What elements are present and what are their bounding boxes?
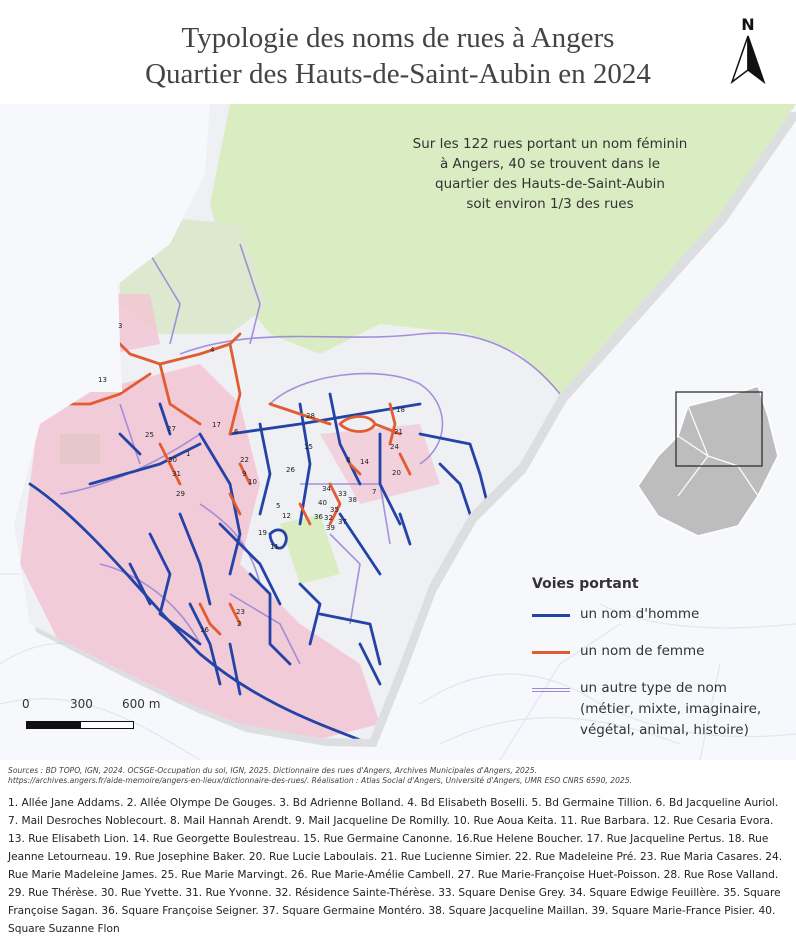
map-label-19: 19 bbox=[258, 529, 267, 537]
legend-swatch-men bbox=[532, 614, 570, 617]
callout-line4: soit environ 1/3 des rues bbox=[466, 196, 634, 212]
map-label-4: 4 bbox=[210, 346, 215, 354]
scale-bar-black bbox=[26, 721, 80, 729]
callout-line3: quartier des Hauts-de-Saint-Aubin bbox=[435, 176, 665, 192]
map-label-23: 23 bbox=[236, 608, 245, 616]
map-title-line1: Typologie des noms de rues à Angers bbox=[181, 22, 615, 54]
map-label-5: 5 bbox=[276, 502, 281, 510]
map-label-10: 10 bbox=[248, 478, 257, 486]
north-label: N bbox=[741, 15, 755, 34]
map-label-39: 39 bbox=[326, 524, 335, 532]
sources-line1: Sources : BD TOPO, IGN, 2024. OCSGE-Occupation du sol, IGN, 2025. Dictionnaire des rues d'Angers, Archives Municipales d'Angers, 2025. bbox=[8, 766, 537, 775]
legend-label-other-line3: végétal, animal, histoire) bbox=[580, 722, 749, 738]
map-label-8: 8 bbox=[346, 456, 351, 464]
sources-line2: https://archives.angers.fr/aide-memoire/angers-en-lieux/dictionnaire-des-rues/. Réalisation : Atlas Social d'Angers, Université d'Angers, UMR ESO CNRS 6590, 2025. bbox=[8, 776, 632, 785]
map-label-36: 36 bbox=[314, 513, 323, 521]
map-callout bbox=[400, 134, 700, 214]
map-label-14: 14 bbox=[360, 458, 369, 466]
scale-tick-600: 600 m bbox=[122, 697, 161, 711]
map-label-33: 33 bbox=[338, 490, 347, 498]
legend-item-other bbox=[532, 678, 792, 741]
map-label-18: 18 bbox=[396, 406, 405, 414]
map-label-37: 37 bbox=[338, 518, 347, 526]
map-label-25: 25 bbox=[145, 431, 154, 439]
map-label-40: 40 bbox=[318, 499, 327, 507]
map-label-31: 31 bbox=[172, 470, 181, 478]
legend-swatch-other bbox=[532, 688, 570, 692]
map-label-9: 9 bbox=[242, 470, 247, 478]
map-label-32: 32 bbox=[324, 514, 333, 522]
legend-swatch-women bbox=[532, 651, 570, 654]
map-label-7: 7 bbox=[372, 488, 377, 496]
sources-note bbox=[8, 766, 788, 786]
map-label-29: 29 bbox=[176, 490, 185, 498]
map-label-13: 13 bbox=[98, 376, 107, 384]
callout-line1: Sur les 122 rues portant un nom féminin bbox=[412, 136, 688, 152]
map-label-20: 20 bbox=[392, 469, 401, 477]
scale-bar-white bbox=[80, 721, 134, 729]
legend-item-men bbox=[532, 604, 792, 625]
map-label-3: 3 bbox=[118, 322, 123, 330]
legend-label-women: un nom de femme bbox=[580, 643, 705, 659]
map-label-2: 2 bbox=[237, 620, 242, 628]
map-label-21: 21 bbox=[394, 428, 403, 436]
map-label-38: 38 bbox=[348, 496, 357, 504]
map-label-16: 16 bbox=[200, 626, 209, 634]
legend-label-other-line2: (métier, mixte, imaginaire, bbox=[580, 701, 762, 717]
map-title bbox=[0, 20, 796, 92]
map-label-22: 22 bbox=[240, 456, 249, 464]
map-label-35: 35 bbox=[330, 506, 339, 514]
legend-title: Voies portant bbox=[532, 576, 639, 592]
street-list: 1. Allée Jane Addams. 2. Allée Olympe De Gouges. 3. Bd Adrienne Bolland. 4. Bd Elisabeth Boselli. 5. Bd Germaine Tillion. 6. Bd Jacqueline Auriol. 7. Mail Desroches Noblecourt. 8. Mail Hannah Arendt. 9. Mail Jacqueline De Romilly. 10. Rue Aoua Keita. 11. Rue Barbara. 12. Rue Cesaria Evora. 13. Rue Elisabeth Lion. 14. Rue Georgette Boulestreau. 15. Rue Germaine Canonne. 16.Rue Helene Boucher. 17. Rue Jacqueline Pertus. 18. Rue Jeanne Letourneau. 19. Rue Josephine Baker. 20. Rue Lucie Laboulais. 21. Rue Lucienne Simier. 22. Rue Madeleine Pré. 23. Rue Maria Casares. 24. Rue Marie Madeleine James. 25. Rue Marie Marvingt. 26. Rue Marie-Amélie Cambell. 27. Rue Marie-Françoise Huet-Poisson. 28. Rue Rose Valland. 29. Rue Thérèse. 30. Rue Yvette. 31. Rue Yvonne. 32. Résidence Sainte-Thérèse. 33. Square Denise Grey. 34. Square Edwige Feuillère. 35. Square Françoise Sagan. 36. Square Françoise Seigner. 37. Square Germaine Montéro. 38. Square Jacqueline Maillan. 39. Square Marie-France Pisier. 40. Square Suzanne Flon bbox=[8, 797, 783, 935]
map-label-30: 30 bbox=[168, 456, 177, 464]
map-label-11: 11 bbox=[270, 543, 279, 551]
map-label-34: 34 bbox=[322, 485, 331, 493]
scale-tick-0: 0 bbox=[22, 697, 30, 711]
legend-label-other-line1: un autre type de nom bbox=[580, 680, 727, 696]
legend-item-women bbox=[532, 641, 792, 662]
map-label-12: 12 bbox=[282, 512, 291, 520]
legend-label-men: un nom d'homme bbox=[580, 606, 700, 622]
map-label-6: 6 bbox=[234, 428, 239, 436]
map-label-1: 1 bbox=[186, 450, 191, 458]
map-title-line2: Quartier des Hauts-de-Saint-Aubin en 2024 bbox=[145, 58, 651, 90]
callout-line2: à Angers, 40 se trouvent dans le bbox=[439, 156, 661, 172]
scale-tick-300: 300 bbox=[70, 697, 93, 711]
map-label-24: 24 bbox=[390, 443, 399, 451]
map-label-26: 26 bbox=[286, 466, 295, 474]
map-label-28: 28 bbox=[306, 412, 315, 420]
map-label-17: 17 bbox=[212, 421, 221, 429]
scale-bar bbox=[22, 697, 202, 737]
north-arrow-icon bbox=[726, 14, 774, 88]
map-label-27: 27 bbox=[167, 425, 176, 433]
map-label-15: 15 bbox=[304, 443, 313, 451]
map-legend bbox=[532, 576, 792, 757]
